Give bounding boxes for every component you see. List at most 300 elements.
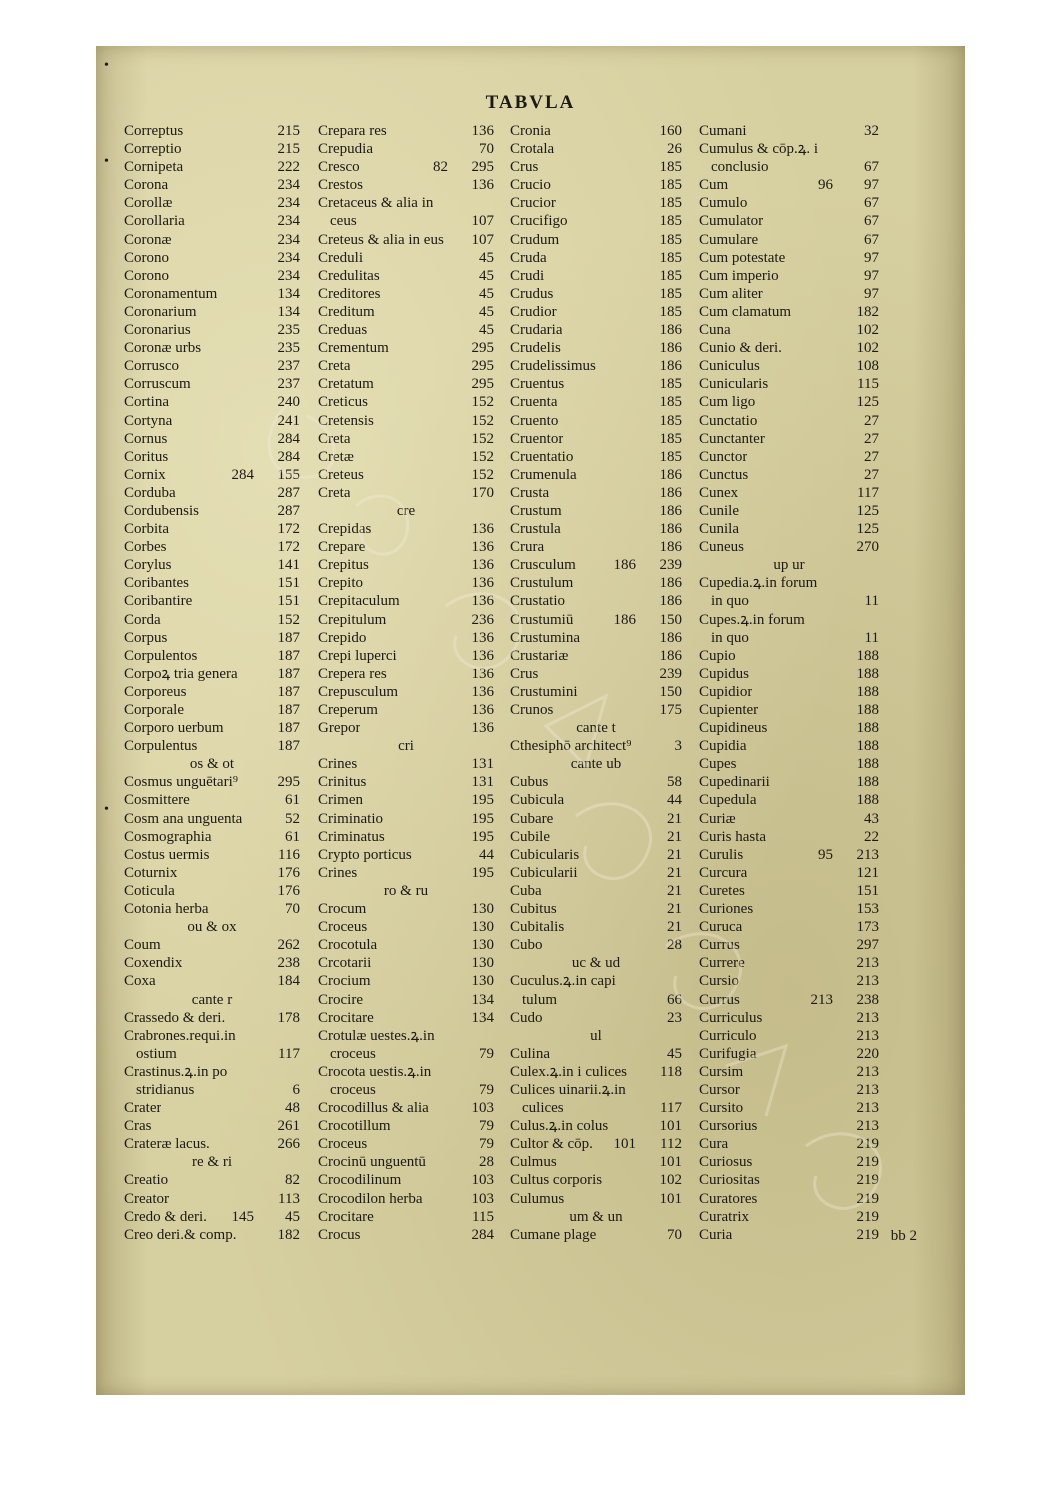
- entry-term: Cupedia.ꝝ.in forum: [699, 575, 818, 592]
- entry-page-number: 61: [285, 792, 300, 809]
- index-entry: [510, 158, 682, 176]
- entry-page-number: 130: [471, 919, 494, 936]
- index-entry: [699, 864, 879, 882]
- entry-page-number: 176: [277, 864, 300, 881]
- entry-term: Cunctus: [699, 466, 749, 483]
- index-entry: [510, 538, 682, 556]
- index-entry: [699, 357, 879, 375]
- entry-page-number: 215: [277, 141, 300, 158]
- entry-page-number: 187: [277, 647, 300, 664]
- index-entry: [318, 520, 494, 538]
- margin-mark: •: [104, 58, 109, 73]
- entry-page-number: 102: [856, 340, 879, 357]
- index-entry: [699, 430, 879, 448]
- entry-term: Corollæ: [124, 195, 173, 212]
- index-entry: [510, 864, 682, 882]
- section-heading-text: os & ot: [189, 756, 235, 773]
- index-entry: [510, 1190, 682, 1208]
- entry-term: Crustariæ: [510, 647, 569, 664]
- index-entry: [510, 122, 682, 140]
- entry-term: Crusta: [510, 484, 550, 501]
- entry-page-number: 188: [856, 756, 879, 773]
- index-entry: [318, 1190, 494, 1208]
- index-entry: [699, 393, 879, 411]
- entry-page-number: 186: [659, 629, 682, 646]
- entry-term: Creatio: [124, 1172, 169, 1189]
- entry-term: Cudo: [510, 1009, 543, 1026]
- index-entry: [124, 249, 300, 267]
- section-heading-text: ul: [590, 1027, 602, 1044]
- entry-page-number: 185: [659, 376, 682, 393]
- entry-term: Cthesiphō architect⁹: [510, 738, 632, 755]
- entry-term: Cubicularii: [510, 864, 578, 881]
- entry-term: Criminatio: [318, 810, 383, 827]
- entry-page-number: 185: [659, 195, 682, 212]
- entry-page-number: 44: [667, 792, 682, 809]
- entry-page-number: 186: [659, 484, 682, 501]
- index-entry: [318, 574, 494, 592]
- entry-page-number: 213: [856, 1027, 879, 1044]
- entry-term: Cosmittere: [124, 792, 190, 809]
- entry-term: Crocodilon herba: [318, 1190, 423, 1207]
- entry-term: Cuba: [510, 882, 542, 899]
- entry-page-number: 187: [277, 720, 300, 737]
- index-entry: [510, 484, 682, 502]
- index-entry: [510, 321, 682, 339]
- entry-page-number: 23: [667, 1009, 682, 1026]
- index-entry: [699, 574, 879, 592]
- index-entry: [699, 810, 879, 828]
- section-heading: [124, 918, 300, 936]
- entry-page-number: 11: [864, 629, 879, 646]
- entry-page-number: 136: [471, 177, 494, 194]
- entry-page-number: 185: [659, 412, 682, 429]
- entry-term: Cura: [699, 1136, 729, 1153]
- entry-page-number: 150: [659, 683, 682, 700]
- entry-term: Cosmographia: [124, 828, 212, 845]
- entry-term: Cunctanter: [699, 430, 765, 447]
- entry-page-number: 182: [856, 303, 879, 320]
- entry-term: Crepidas: [318, 521, 372, 538]
- index-entry: [124, 1226, 300, 1244]
- entry-term: Crateræ lacus.: [124, 1136, 210, 1153]
- entry-term: Crunos: [510, 702, 554, 718]
- index-entry: [510, 882, 682, 900]
- entry-secondary-page: 284: [231, 466, 254, 483]
- entry-term: Cumulare: [699, 231, 759, 248]
- index-entry: [124, 828, 300, 846]
- section-heading: [510, 954, 682, 972]
- margin-mark: •: [104, 154, 109, 169]
- entry-term: Croceus: [318, 919, 368, 936]
- entry-secondary-page: 82: [433, 159, 448, 176]
- entry-secondary-page: 145: [231, 1208, 254, 1225]
- entry-page-number: 152: [471, 394, 494, 411]
- index-entry: [510, 936, 682, 954]
- index-entry: [699, 321, 879, 339]
- index-entry: [318, 1009, 494, 1027]
- entry-term: Cupes: [699, 756, 737, 773]
- entry-page-number: 284: [277, 448, 300, 465]
- entry-term: Creta: [318, 484, 351, 501]
- entry-page-number: 195: [471, 792, 494, 809]
- index-entry: [699, 212, 879, 230]
- entry-page-number: 27: [864, 466, 879, 483]
- entry-term: Cubitus: [510, 901, 557, 918]
- entry-term: Grepor: [318, 720, 361, 737]
- index-entry: [699, 954, 879, 972]
- index-entry: [124, 846, 300, 864]
- index-entry: [510, 412, 682, 430]
- index-entry: [699, 1081, 879, 1099]
- entry-page-number: 234: [277, 231, 300, 248]
- entry-page-number: 170: [471, 484, 494, 501]
- index-entry: [124, 882, 300, 900]
- entry-page-number: 151: [856, 882, 879, 899]
- index-entry: [510, 249, 682, 267]
- entry-page-number: 295: [471, 358, 494, 375]
- index-entry: [124, 321, 300, 339]
- entry-page-number: 21: [667, 901, 682, 918]
- entry-term: Corpoꝝ tria genera: [124, 665, 238, 682]
- entry-term: Cursor: [699, 1081, 740, 1098]
- entry-page-number: 185: [659, 231, 682, 248]
- index-entry: [318, 466, 494, 484]
- margin-mark: •: [104, 802, 109, 817]
- entry-page-number: 152: [277, 611, 300, 628]
- entry-term: Cosm ana unguenta: [124, 810, 243, 827]
- index-entry: [124, 972, 300, 990]
- entry-page-number: 188: [856, 738, 879, 755]
- section-heading-text: cante ub: [570, 756, 622, 773]
- entry-term: Cosmus unguētari⁹: [124, 774, 238, 791]
- index-entry: [699, 592, 879, 610]
- section-heading: [318, 502, 494, 520]
- index-entry: [124, 267, 300, 285]
- index-entry: [318, 249, 494, 267]
- entry-term: Curatores: [699, 1190, 758, 1207]
- index-entry: [124, 574, 300, 592]
- entry-term: Cortina: [124, 394, 169, 411]
- entry-page-number: 136: [471, 123, 494, 139]
- entry-page-number: 186: [659, 521, 682, 538]
- entry-page-number: 44: [479, 846, 494, 863]
- entry-term: Corbes: [124, 539, 167, 556]
- entry-page-number: 234: [277, 195, 300, 212]
- index-entry: [510, 176, 682, 194]
- index-entry: [124, 810, 300, 828]
- entry-term: Crustatio: [510, 593, 565, 610]
- entry-page-number: 136: [471, 539, 494, 556]
- entry-term: Cumulo: [699, 195, 748, 212]
- entry-page-number: 117: [278, 1045, 300, 1062]
- section-heading: [699, 556, 879, 574]
- entry-term: Crustum: [510, 502, 562, 519]
- index-entry: [699, 1153, 879, 1171]
- entry-term: Coxa: [124, 973, 156, 990]
- index-entry: [124, 1045, 300, 1063]
- index-entry: [699, 1208, 879, 1226]
- entry-page-number: 136: [471, 720, 494, 737]
- entry-term: Cubicularis: [510, 846, 580, 863]
- entry-term: Creditores: [318, 285, 381, 302]
- entry-page-number: 61: [285, 828, 300, 845]
- entry-term: Crepara res: [318, 123, 387, 139]
- index-entry: [124, 683, 300, 701]
- entry-term: Cupidior: [699, 683, 753, 700]
- entry-term: Creteus: [318, 466, 364, 483]
- entry-term: Cum potestate: [699, 249, 786, 266]
- index-entry: [124, 773, 300, 791]
- entry-page-number: 155: [277, 466, 300, 483]
- entry-page-number: 82: [285, 1172, 300, 1189]
- entry-page-number: 219: [856, 1226, 879, 1243]
- entry-page-number: 236: [471, 611, 494, 628]
- entry-term: Crus: [510, 665, 539, 682]
- entry-page-number: 21: [667, 864, 682, 881]
- index-entry: [699, 1063, 879, 1081]
- index-entry: [124, 954, 300, 972]
- entry-term: Corbita: [124, 521, 169, 538]
- entry-page-number: 239: [659, 557, 682, 574]
- section-heading: [318, 882, 494, 900]
- entry-page-number: 134: [277, 303, 300, 320]
- entry-term: Coribantire: [124, 593, 193, 610]
- entry-page-number: 186: [659, 340, 682, 357]
- entry-term: Crepitaculum: [318, 593, 400, 610]
- entry-page-number: 220: [856, 1045, 879, 1062]
- entry-term: Curatrix: [699, 1208, 749, 1225]
- entry-term: Cum imperio: [699, 267, 779, 284]
- entry-page-number: 108: [856, 358, 879, 375]
- entry-term: Crudior: [510, 303, 557, 320]
- entry-page-number: 185: [659, 177, 682, 194]
- entry-term: Corona: [124, 177, 169, 194]
- index-entry: [124, 1099, 300, 1117]
- entry-term: Crumenula: [510, 466, 577, 483]
- entry-term: Crepitulum: [318, 611, 387, 628]
- index-entry: [699, 665, 879, 683]
- entry-page-number: 27: [864, 448, 879, 465]
- entry-term: Cursio: [699, 973, 740, 990]
- entry-term: Crudus: [510, 285, 554, 302]
- entry-term: Corylus: [124, 557, 172, 574]
- entry-term: Crocitare: [318, 1009, 374, 1026]
- entry-term: Crus: [510, 159, 539, 176]
- entry-page-number: 261: [277, 1118, 300, 1135]
- entry-term: Crines: [318, 756, 358, 773]
- index-entry: [699, 231, 879, 249]
- entry-page-number: 45: [285, 1208, 300, 1225]
- entry-term: Corporale: [124, 702, 184, 718]
- entry-term: Corpus: [124, 629, 168, 646]
- index-entry: [124, 158, 300, 176]
- entry-term: Crocinū unguentū: [318, 1154, 426, 1171]
- index-entry: [318, 231, 494, 249]
- index-entry: [318, 991, 494, 1009]
- entry-page-number: 235: [277, 322, 300, 339]
- entry-page-number: 107: [471, 213, 494, 230]
- entry-term: croceus: [330, 1045, 376, 1062]
- entry-term: Coribantes: [124, 575, 189, 592]
- index-entry: [699, 158, 879, 176]
- index-entry: [510, 1153, 682, 1171]
- entry-page-number: 188: [856, 702, 879, 718]
- index-entry: [699, 828, 879, 846]
- index-entry: [124, 1063, 300, 1081]
- index-entry: [124, 592, 300, 610]
- entry-term: Cubus: [510, 774, 549, 791]
- entry-page-number: 112: [660, 1136, 682, 1153]
- entry-term: Cum: [699, 177, 729, 194]
- index-entry: [699, 900, 879, 918]
- index-entry: [318, 1063, 494, 1081]
- entry-page-number: 136: [471, 521, 494, 538]
- index-entry: [124, 1117, 300, 1135]
- index-entry: [699, 249, 879, 267]
- entry-term: Coritus: [124, 448, 169, 465]
- entry-page-number: 136: [471, 557, 494, 574]
- entry-page-number: 262: [277, 937, 300, 954]
- entry-term: Corruscum: [124, 376, 191, 393]
- entry-term: Crudelis: [510, 340, 561, 357]
- index-entry: [318, 665, 494, 683]
- index-entry: [318, 430, 494, 448]
- index-entry: [699, 683, 879, 701]
- index-entry: [699, 791, 879, 809]
- section-heading-text: um & un: [569, 1208, 623, 1225]
- entry-term: Crotala: [510, 141, 555, 158]
- entry-term: Cruentor: [510, 430, 564, 447]
- index-entry: [124, 791, 300, 809]
- index-entry: [318, 285, 494, 303]
- index-entry: [699, 719, 879, 737]
- entry-term: Creduas: [318, 322, 368, 339]
- index-entry: [699, 991, 879, 1009]
- entry-page-number: 186: [659, 466, 682, 483]
- index-entry: [318, 321, 494, 339]
- entry-term: Crocota uestis.ꝝ.in: [318, 1063, 432, 1080]
- index-entry: [510, 466, 682, 484]
- index-entry: [124, 520, 300, 538]
- index-entry: [510, 647, 682, 665]
- index-entry: [510, 1171, 682, 1189]
- entry-term: Crepera res: [318, 665, 387, 682]
- entry-term: Curiositas: [699, 1172, 760, 1189]
- entry-term: Cultus corporis: [510, 1172, 603, 1189]
- entry-page-number: 213: [856, 1009, 879, 1026]
- entry-term: in quo: [711, 593, 749, 610]
- entry-term: Cornipeta: [124, 159, 184, 176]
- index-entry: [699, 737, 879, 755]
- entry-page-number: 21: [667, 919, 682, 936]
- entry-term: Currus: [699, 937, 740, 954]
- entry-term: Coxendix: [124, 955, 183, 972]
- entry-term: Cretatum: [318, 376, 374, 393]
- entry-term: Corrusco: [124, 358, 179, 375]
- entry-term: Coronamentum: [124, 285, 218, 302]
- entry-term: Cum aliter: [699, 285, 763, 302]
- entry-page-number: 186: [659, 575, 682, 592]
- entry-term: Crustumiū: [510, 611, 574, 628]
- entry-term: Corpulentus: [124, 738, 198, 755]
- index-entry: [318, 755, 494, 773]
- index-entry: [699, 448, 879, 466]
- entry-page-number: 186: [659, 322, 682, 339]
- index-entry: [699, 1135, 879, 1153]
- entry-term: Curiæ: [699, 810, 736, 827]
- index-entry: [318, 647, 494, 665]
- index-entry: [318, 1117, 494, 1135]
- index-entry: [699, 194, 879, 212]
- entry-page-number: 185: [659, 249, 682, 266]
- index-entry: [318, 954, 494, 972]
- entry-page-number: 151: [277, 575, 300, 592]
- index-entry: [124, 339, 300, 357]
- entry-term: Crustulum: [510, 575, 574, 592]
- entry-page-number: 79: [479, 1045, 494, 1062]
- entry-term: Curetes: [699, 882, 745, 899]
- entry-term: Crocotula: [318, 937, 378, 954]
- entry-secondary-page: 101: [613, 1136, 636, 1153]
- entry-page-number: 70: [479, 141, 494, 158]
- entry-term: Cuna: [699, 322, 731, 339]
- entry-term: Creta: [318, 430, 351, 447]
- entry-term: ceus: [330, 213, 357, 230]
- index-entry: [510, 810, 682, 828]
- entry-term: Cornix: [124, 466, 166, 483]
- entry-term: Cumane plage: [510, 1226, 597, 1243]
- entry-term: Cuniculus: [699, 358, 760, 375]
- index-entry: [124, 1009, 300, 1027]
- index-entry: [124, 737, 300, 755]
- entry-term: Curia: [699, 1226, 733, 1243]
- entry-term: Cuneus: [699, 539, 744, 556]
- entry-page-number: 152: [471, 448, 494, 465]
- entry-term: Cruento: [510, 412, 559, 429]
- index-entry: [510, 502, 682, 520]
- entry-page-number: 101: [659, 1118, 682, 1135]
- entry-page-number: 185: [659, 267, 682, 284]
- entry-page-number: 184: [277, 973, 300, 990]
- entry-page-number: 115: [472, 1208, 494, 1225]
- entry-term: Cupio: [699, 647, 736, 664]
- index-entry: [510, 1009, 682, 1027]
- entry-page-number: 136: [471, 647, 494, 664]
- entry-term: Crocire: [318, 991, 363, 1008]
- index-entry: [124, 412, 300, 430]
- entry-term: Coum: [124, 937, 161, 954]
- entry-page-number: 11: [864, 593, 879, 610]
- index-entry: [124, 285, 300, 303]
- entry-page-number: 150: [659, 611, 682, 628]
- index-entry: [510, 448, 682, 466]
- entry-page-number: 182: [277, 1226, 300, 1243]
- entry-term: Crucio: [510, 177, 551, 194]
- entry-page-number: 134: [471, 1009, 494, 1026]
- section-heading-text: up ur: [773, 557, 805, 574]
- entry-page-number: 185: [659, 213, 682, 230]
- entry-page-number: 26: [667, 141, 682, 158]
- entry-page-number: 115: [857, 376, 879, 393]
- entry-page-number: 235: [277, 340, 300, 357]
- index-entry: [699, 1099, 879, 1117]
- index-entry: [124, 1135, 300, 1153]
- entry-secondary-page: 186: [613, 557, 636, 574]
- entry-term: Cupienter: [699, 702, 759, 718]
- entry-term: ostium: [136, 1045, 177, 1062]
- entry-page-number: 152: [471, 466, 494, 483]
